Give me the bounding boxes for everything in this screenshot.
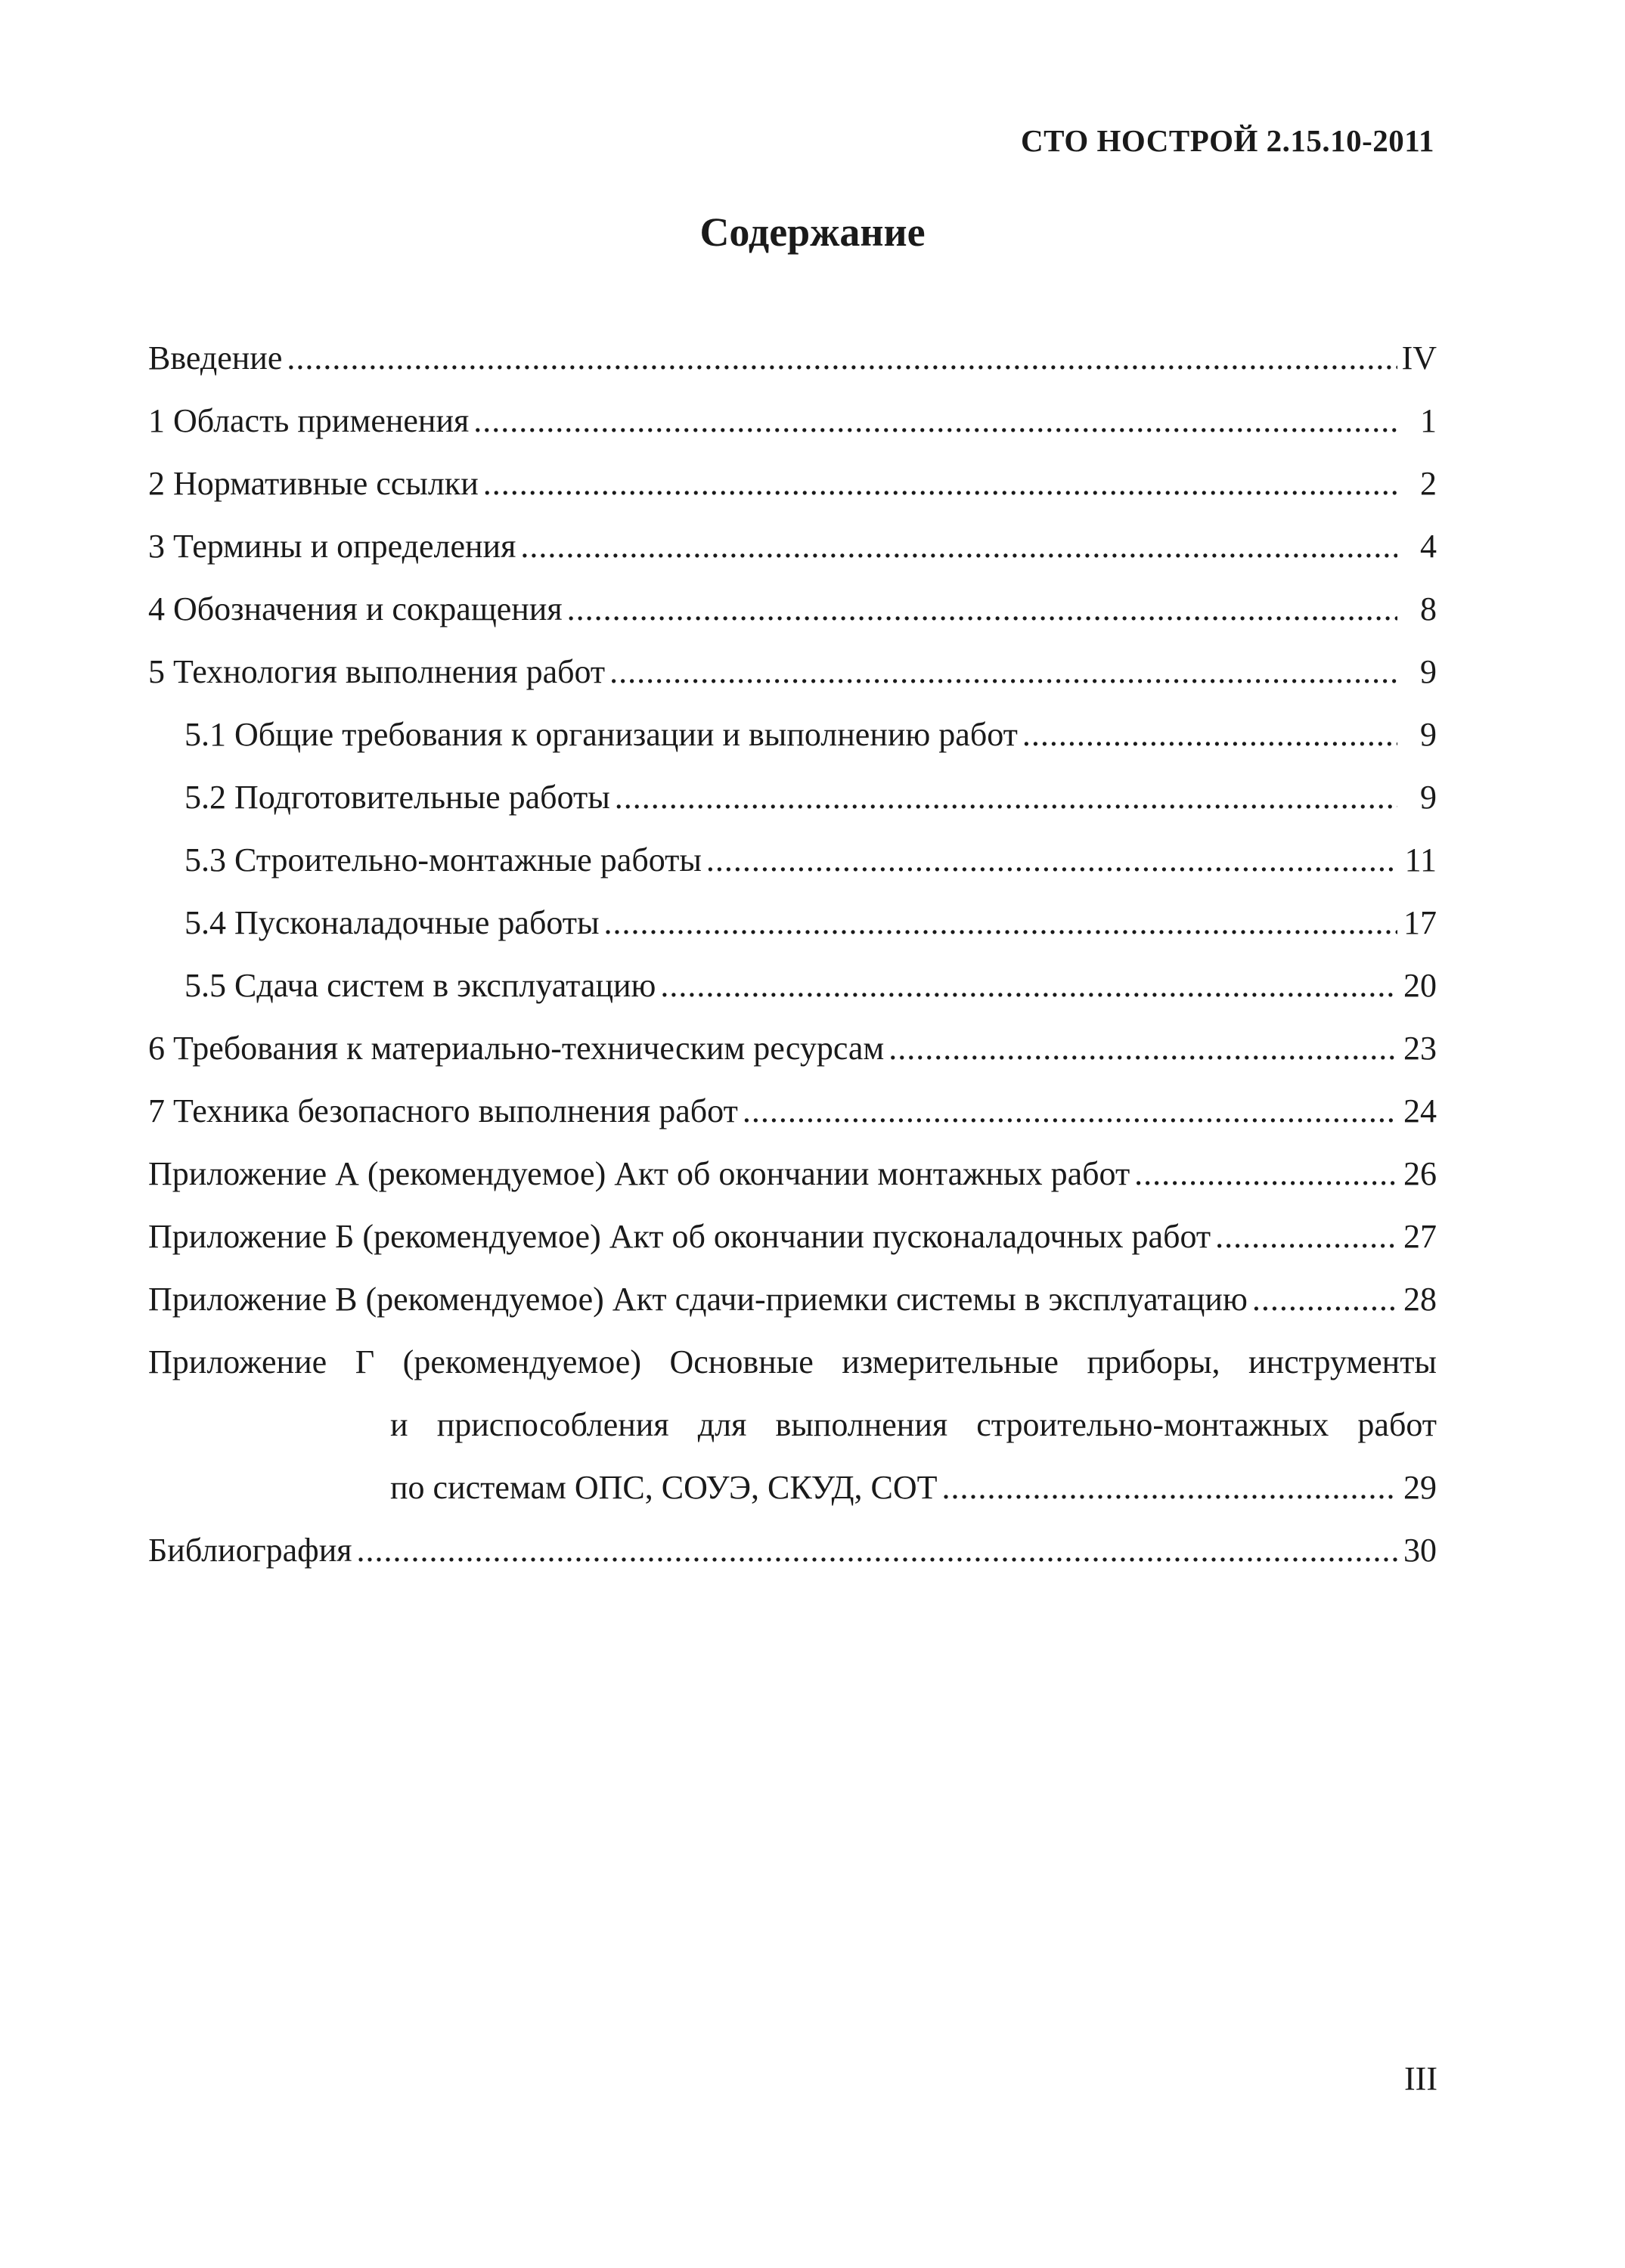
toc-entry-page: 9: [1420, 716, 1437, 753]
toc-entry-label: Приложение А (рекомендуемое) Акт об окончании монтажных работ: [148, 1155, 1130, 1192]
dot-leader: [520, 515, 1397, 578]
toc-entry-page: 24: [1403, 1092, 1437, 1129]
dot-leader: [604, 891, 1397, 954]
toc-entry-section-4[interactable]: [148, 578, 1437, 640]
toc-entry-appendix-v[interactable]: [148, 1268, 1437, 1331]
toc-entry-page: 8: [1420, 590, 1437, 627]
toc-entry-label: Библиография: [148, 1532, 352, 1569]
toc-entry-page: 26: [1403, 1155, 1437, 1192]
toc-entry-label: Приложение Б (рекомендуемое) Акт об окончании пусконаладочных работ: [148, 1218, 1211, 1255]
dot-leader: [1215, 1205, 1397, 1268]
toc-entry-section-5-3[interactable]: [148, 829, 1437, 891]
toc-entry-page: 1: [1420, 402, 1437, 439]
toc-entry-introduction[interactable]: [148, 327, 1437, 389]
toc-entry-label-continuation: и приспособления для выполнения строительно-монтажных работ: [390, 1406, 1437, 1443]
toc-entry-label: 5 Технология выполнения работ: [148, 653, 606, 690]
toc-entry-section-7[interactable]: [148, 1080, 1437, 1142]
dot-leader: [1252, 1268, 1397, 1331]
toc-entry-label: 2 Нормативные ссылки: [148, 465, 479, 502]
toc-entry-section-2[interactable]: [148, 452, 1437, 515]
dot-leader: [356, 1519, 1397, 1582]
toc-entry-label: 5.5 Сдача систем в эксплуатацию: [185, 967, 656, 1004]
toc-entry-appendix-g-line-2[interactable]: [148, 1393, 1437, 1456]
dot-leader: [287, 327, 1397, 389]
dot-leader: [1022, 703, 1397, 766]
toc-entry-page: 20: [1403, 967, 1437, 1004]
toc-entry-label: Приложение В (рекомендуемое) Акт сдачи-приемки системы в эксплуатацию: [148, 1281, 1248, 1318]
toc-entry-appendix-b[interactable]: [148, 1205, 1437, 1268]
dot-leader: [660, 954, 1397, 1017]
toc-entry-page: 11: [1404, 841, 1437, 878]
dot-leader: [888, 1017, 1397, 1080]
toc-entry-section-6[interactable]: [148, 1017, 1437, 1080]
toc-entry-label: 3 Термины и определения: [148, 528, 516, 565]
toc-entry-page: 27: [1403, 1218, 1437, 1255]
toc-entry-label: Введение: [148, 339, 283, 376]
toc-entry-label: 5.3 Строительно-монтажные работы: [185, 841, 702, 878]
toc-entry-section-3[interactable]: [148, 515, 1437, 578]
toc-entry-appendix-g-line-3[interactable]: [148, 1456, 1437, 1519]
toc-entry-label: 5.4 Пусконаладочные работы: [185, 904, 600, 941]
toc-entry-label: 1 Область применения: [148, 402, 470, 439]
toc-entry-page: IV: [1401, 339, 1437, 376]
dot-leader: [743, 1080, 1397, 1142]
toc-entry-section-5-1[interactable]: [148, 703, 1437, 766]
table-of-contents: [148, 327, 1437, 1582]
toc-entry-label: 5.1 Общие требования к организации и выполнению работ: [185, 716, 1018, 753]
toc-entry-section-5-2[interactable]: [148, 766, 1437, 829]
toc-entry-label: 6 Требования к материально-техническим ресурсам: [148, 1030, 885, 1067]
toc-entry-appendix-a[interactable]: [148, 1142, 1437, 1205]
toc-entry-page: 17: [1403, 904, 1437, 941]
toc-entry-page: 23: [1403, 1030, 1437, 1067]
toc-entry-page: 9: [1420, 779, 1437, 816]
dot-leader: [609, 640, 1397, 703]
toc-entry-section-5-5[interactable]: [148, 954, 1437, 1017]
toc-entry-page: 28: [1403, 1281, 1437, 1318]
toc-entry-label: 5.2 Подготовительные работы: [185, 779, 610, 816]
dot-leader: [706, 829, 1397, 891]
toc-entry-page: 29: [1403, 1469, 1437, 1506]
toc-entry-page: 4: [1420, 528, 1437, 565]
toc-entry-section-5[interactable]: [148, 640, 1437, 703]
toc-entry-bibliography[interactable]: [148, 1519, 1437, 1582]
dot-leader: [1134, 1142, 1397, 1205]
toc-entry-label: 4 Обозначения и сокращения: [148, 590, 563, 627]
dot-leader: [567, 578, 1397, 640]
toc-entry-page: 30: [1403, 1532, 1437, 1569]
toc-entry-page: 2: [1420, 465, 1437, 502]
dot-leader: [942, 1456, 1397, 1519]
toc-entry-label: 7 Техника безопасного выполнения работ: [148, 1092, 738, 1129]
toc-entry-page: 9: [1420, 653, 1437, 690]
dot-leader: [473, 389, 1397, 452]
toc-entry-label: Приложение Г (рекомендуемое) Основные измерительные приборы, инструменты: [148, 1343, 1437, 1380]
dot-leader: [483, 452, 1397, 515]
dot-leader: [615, 766, 1397, 829]
document-code: СТО НОСТРОЙ 2.15.10-2011: [1020, 123, 1434, 158]
toc-entry-section-5-4[interactable]: [148, 891, 1437, 954]
toc-entry-section-1[interactable]: [148, 389, 1437, 452]
toc-entry-appendix-g-line-1[interactable]: [148, 1331, 1437, 1393]
toc-title: Содержание: [699, 209, 926, 255]
page-number: III: [1404, 2060, 1437, 2097]
toc-entry-label-continuation: по системам ОПС, СОУЭ, СКУД, СОТ: [390, 1469, 938, 1506]
